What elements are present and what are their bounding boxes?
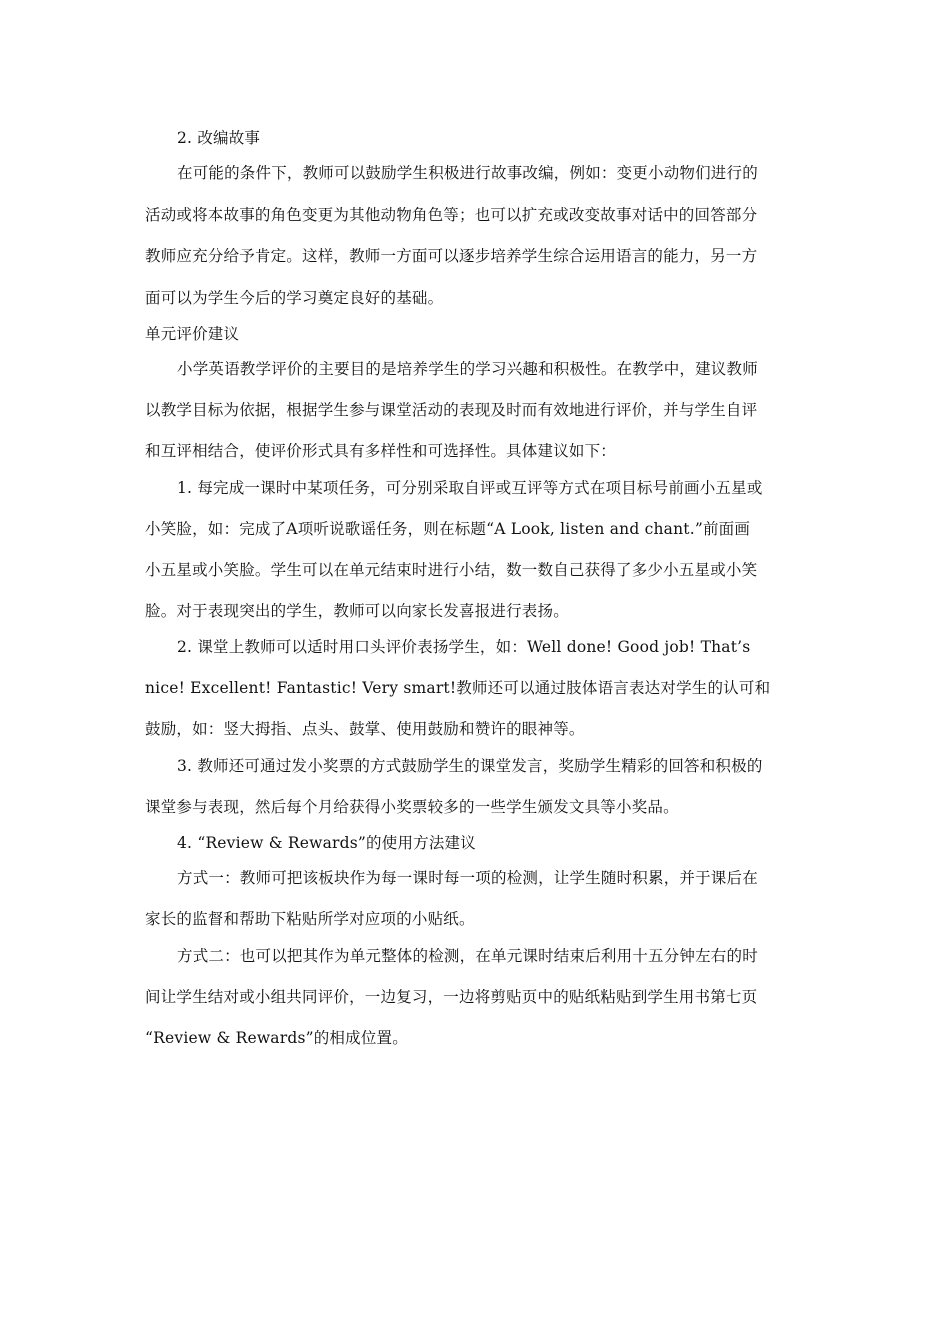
paragraph-line: 方式一：教师可把该板块作为每一课时每一项的检测，让学生随时积累，并于课后在 [177, 869, 758, 887]
list-item-line: 小五星或小笑脸。学生可以在单元结束时进行小结，数一数自己获得了多少小五星或小笑 [145, 561, 758, 579]
subheading-adapt-story: 2. 改编故事 [177, 129, 261, 147]
paragraph-line: 方式二：也可以把其作为单元整体的检测，在单元课时结束后利用十五分钟左右的时 [177, 947, 758, 965]
list-item-line: 课堂参与表现，然后每个月给获得小奖票较多的一些学生颁发文具等小奖品。 [145, 798, 679, 816]
list-item-line: 3. 教师还可通过发小奖票的方式鼓励学生的课堂发言，奖励学生精彩的回答和积极的 [177, 757, 763, 775]
paragraph-line: 活动或将本故事的角色变更为其他动物角色等；也可以扩充或改变故事对话中的回答部分 [145, 206, 758, 224]
paragraph-line: 家长的监督和帮助下粘贴所学对应项的小贴纸。 [145, 910, 475, 928]
list-item-line: nice! Excellent! Fantastic! Very smart!教师还可以通过肢体语言表达对学生的认可和 [145, 679, 771, 697]
list-item-line: 脸。对于表现突出的学生，教师可以向家长发喜报进行表扬。 [145, 602, 569, 620]
section-heading-unit-evaluation: 单元评价建议 [145, 325, 240, 343]
paragraph-line: 教师应充分给予肯定。这样，教师一方面可以逐步培养学生综合运用语言的能力，另一方 [145, 247, 758, 265]
list-item-line: 2. 课堂上教师可以适时用口头评价表扬学生，如：Well done! Good job! That’s [177, 638, 751, 656]
paragraph-line: 和互评相结合，使评价形式具有多样性和可选择性。具体建议如下： [145, 442, 617, 460]
list-item-line: 小笑脸，如：完成了A项听说歌谣任务，则在标题“A Look, listen and chant.”前面画 [145, 520, 751, 538]
list-item-line: 4. “Review & Rewards”的使用方法建议 [177, 834, 476, 852]
paragraph-line: 以教学目标为依据，根据学生参与课堂活动的表现及时而有效地进行评价，并与学生自评 [145, 401, 758, 419]
paragraph-line: 在可能的条件下，教师可以鼓励学生积极进行故事改编，例如：变更小动物们进行的 [177, 164, 758, 182]
list-item-line: 1. 每完成一课时中某项任务，可分别采取自评或互评等方式在项目标号前画小五星或 [177, 479, 763, 497]
paragraph-line: 间让学生结对或小组共同评价，一边复习，一边将剪贴页中的贴纸粘贴到学生用书第七页 [145, 988, 758, 1006]
paragraph-line: 小学英语教学评价的主要目的是培养学生的学习兴趣和积极性。在教学中，建议教师 [177, 360, 758, 378]
paragraph-line: “Review & Rewards”的相成位置。 [145, 1029, 408, 1047]
paragraph-line: 面可以为学生今后的学习奠定良好的基础。 [145, 289, 444, 307]
list-item-line: 鼓励，如：竖大拇指、点头、鼓掌、使用鼓励和赞许的眼神等。 [145, 720, 585, 738]
